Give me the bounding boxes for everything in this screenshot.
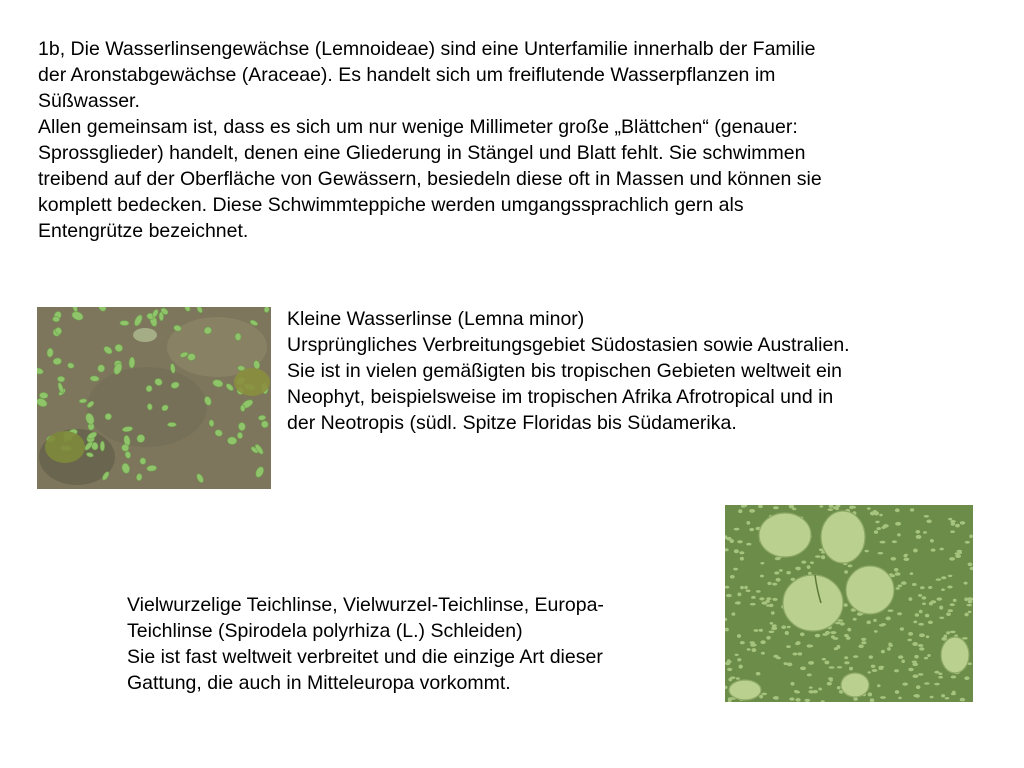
wolffia-dot [772,624,777,627]
wolffia-dot [926,635,930,638]
wolffia-dot [844,570,848,573]
wolffia-dot [787,626,791,628]
wolffia-dot [898,697,902,700]
wolffia-dot [919,610,923,614]
wolffia-dot [924,657,928,660]
wolffia-dot [865,550,869,553]
wolffia-dot [946,631,950,634]
wolffia-dot [912,583,917,586]
wolffia-dot [753,629,758,632]
wolffia-dot [937,597,943,600]
wolffia-dot [918,644,924,647]
wolffia-dot [928,586,932,589]
wolffia-dot [948,518,952,521]
wolffia-dot [851,506,856,509]
wolffia-dot [819,505,823,507]
wolffia-dot [759,629,763,632]
wolffia-dot [746,543,751,546]
wolffia-dot [915,695,919,697]
wolffia-dot [897,612,902,615]
wolffia-dot [759,695,763,699]
wolffia-dot [760,562,764,564]
wolffia-dot [877,527,881,530]
wolffia-dot [951,693,956,696]
wolffia-dot [874,530,878,534]
wolffia-dot [813,690,818,693]
wolffia-dot [934,683,939,686]
intro-line: Sprossglieder) handelt, denen eine Gliederung in Stängel und Blatt fehlt. Sie schwimmen [38,142,806,164]
lemna-line: Ursprüngliches Verbreitungsgebiet Südostasien sowie Australien. [287,334,850,356]
wolffia-dot [772,598,777,601]
wolffia-dot [948,609,954,612]
wolffia-dot [727,668,732,671]
wolffia-dot [771,611,775,614]
wolffia-dot [807,644,812,647]
wolffia-dot [749,509,755,513]
wolffia-dot [918,594,922,597]
wolffia-dot [866,620,871,624]
wolffia-dot [853,655,858,658]
wolffia-dot [918,673,924,676]
wolffia-dot [912,663,918,667]
wolffia-dot [927,654,931,657]
wolffia-dot [912,642,918,646]
wolffia-dot [940,548,944,551]
wolffia-dot [930,539,934,543]
wolffia-dot [968,563,973,567]
duckweed-frond [52,316,60,322]
wolffia-dot [888,609,894,612]
wolffia-dot [880,696,886,699]
wolffia-dot [840,622,845,626]
wolffia-dot [808,661,814,665]
wolffia-dot [877,684,881,687]
wolffia-dot [761,652,765,655]
wolffia-dot [786,571,791,574]
wolffia-dot [825,631,830,635]
wolffia-dot [913,621,917,624]
wolffia-dot [737,634,741,638]
wolffia-dot [773,506,779,509]
spirodela-line: Vielwurzelige Teichlinse, Vielwurzel-Teichlinse, Europa- [127,594,604,616]
wolffia-dot [760,575,764,578]
wolffia-dot [726,594,732,597]
wolffia-dot [950,631,956,634]
wolffia-dot [881,650,885,654]
wolffia-dot [875,521,879,524]
wolffia-dot [801,561,806,564]
intro-paragraph [38,36,822,244]
wolffia-dot [908,668,913,671]
intro-line: Allen gemeinsam ist, dass es sich um nur wenige Millimeter große „Blättchen“ (genauer: [38,116,798,138]
wolffia-dot [944,635,948,639]
wolffia-dot [792,653,797,656]
wolffia-dot [879,624,885,627]
wolffia-dot [960,698,965,702]
wolffia-dot [737,540,743,543]
lemna-minor-description [287,306,850,436]
wolffia-dot [776,578,781,582]
wolffia-dot [867,671,871,673]
spirodela-line: Gattung, die auch in Mitteleuropa vorkommt. [127,672,511,694]
wolffia-dot [947,586,952,589]
wolffia-dot [892,540,897,543]
spirodela-polyrhiza-description [127,592,604,696]
wolffia-dot [896,587,900,590]
wolffia-dot [930,696,934,699]
wolffia-dot [766,604,770,606]
wolffia-dot [849,667,853,671]
wolffia-dot [888,644,893,647]
duckweed-frond [90,376,99,382]
wolffia-dot [791,682,795,686]
duckweed-frond [57,376,65,382]
wolffia-dot [922,603,926,606]
wolffia-dot [914,655,918,659]
wolffia-dot [821,555,825,559]
wolffia-dot [948,575,953,577]
wolffia-dot [750,643,756,647]
wolffia-dot [800,667,806,671]
wolffia-dot [924,682,930,685]
wolffia-dot [822,658,826,661]
wolffia-dot [847,628,851,632]
wolffia-dot [734,528,740,531]
wolffia-dot [837,619,843,622]
wolffia-dot [969,535,973,539]
wolffia-dot [924,515,929,518]
wolffia-dot [773,696,778,699]
wolffia-dot [751,596,756,599]
wolffia-dot [916,685,921,689]
wolffia-dot [810,561,814,564]
wolffia-dot [804,699,810,702]
wolffia-dot [967,604,972,607]
wolffia-dot [950,603,955,606]
wolffia-dot [794,690,798,693]
wolffia-dot [915,613,919,617]
wolffia-dot [761,693,767,696]
wolffia-dot [941,588,945,591]
wolffia-dot [739,665,743,669]
wolffia-dot [752,648,757,652]
wolffia-dot [737,658,741,661]
spirodela-line: Teichlinse (Spirodela polyrhiza (L.) Schleiden) [127,620,523,642]
wolffia-dot [730,676,736,679]
wolffia-dot [886,617,891,621]
wolffia-dot [913,549,918,553]
wolffia-dot [831,635,835,638]
duckweed-frond [100,441,104,451]
wolffia-dot [930,600,936,603]
wolffia-dot [919,633,925,637]
wolffia-dot [909,597,913,601]
duckweed-frond [47,348,54,358]
wolffia-dot [895,690,899,694]
wolffia-dot [750,603,756,606]
wolffia-dot [903,554,907,557]
wolffia-dot [946,612,951,616]
wolffia-dot [740,557,744,561]
wolffia-dot [796,568,801,571]
wolffia-dot [725,662,730,665]
wolffia-dot [744,586,748,589]
wolffia-dot [767,582,771,585]
wolffia-dot [874,511,879,515]
intro-line: Süßwasser. [38,90,140,112]
wolffia-dot [749,528,754,531]
intro-line: der Aronstabgewächse (Araceae). Es handelt sich um freiflutende Wasserpflanzen im [38,64,776,86]
wolffia-dot [958,551,962,554]
wolffia-dot [965,613,969,617]
wolffia-dot [762,601,768,604]
wolffia-dot [830,631,836,634]
wolffia-dot [756,590,761,593]
wolffia-dot [766,597,771,600]
lemna-minor-illustration [37,307,271,489]
wolffia-dot [894,669,899,672]
wolffia-dot [871,665,876,668]
wolffia-dot [853,697,858,701]
wolffia-dot [846,636,850,639]
wolffia-dot [735,654,739,656]
wolffia-dot [736,677,740,680]
wolffia-dot [853,618,857,621]
wolffia-dot [740,641,745,644]
wolffia-dot [897,533,901,536]
wolffia-dot [949,557,955,561]
wolffia-dot [872,669,878,672]
wolffia-dot [734,549,739,553]
wolffia-dot [960,521,965,525]
wolffia-dot [874,630,878,633]
wolffia-dot [738,509,742,513]
wolffia-dot [861,638,866,641]
wolffia-dot [879,514,883,517]
wolffia-dot [789,697,794,700]
wolffia-dot [878,552,884,555]
wolffia-dot [844,656,848,659]
duckweed-frond [159,312,164,321]
wolffia-dot [861,641,866,644]
wolffia-dot [887,647,891,651]
wolffia-dot [732,612,736,615]
duckweed-frond [237,432,243,439]
intro-line: 1b, Die Wasserlinsengewächse (Lemnoideae) sind eine Unterfamilie innerhalb der Familie [38,38,816,60]
wolffia-dot [898,655,903,659]
wolffia-dot [939,617,944,619]
wolffia-dot [759,597,764,600]
wolffia-dot [934,671,939,674]
wolffia-dot [939,606,943,610]
wolffia-dot [907,639,912,642]
wolffia-dot [968,600,973,603]
wolffia-dot [739,551,744,554]
wolffia-dot [955,554,961,558]
wolffia-dot [746,521,750,525]
wolffia-dot [787,663,792,667]
wolffia-dot [848,565,853,568]
wolffia-dot [968,611,972,614]
spirodela-polyrhiza-illustration [725,505,973,702]
wolffia-dot [931,549,936,552]
wolffia-dot [908,632,913,636]
wolffia-dot [913,674,919,678]
wolffia-dot [769,631,775,634]
wolffia-dot [844,603,848,607]
wolffia-dot [920,586,925,589]
wolffia-dot [815,634,821,638]
lemna-line: Sie ist in vielen gemäßigten bis tropischen Gebieten weltweit ein [287,360,842,382]
wolffia-dot [837,645,841,649]
wolffia-dot [809,686,813,688]
wolffia-dot [858,645,863,649]
wolffia-dot [941,576,946,579]
wolffia-dot [873,619,877,622]
wolffia-dot [776,657,781,660]
wolffia-dot [736,601,741,604]
wolffia-dot [733,568,738,571]
wolffia-dot [955,524,960,528]
wolffia-dot [779,569,783,572]
wolffia-dot [837,666,842,668]
wolffia-dot [926,520,931,524]
duckweed-frond [120,321,129,326]
wolffia-dot [925,614,929,618]
wolffia-dot [798,652,802,655]
wolffia-dot [747,648,751,651]
wolffia-dot [807,674,812,677]
lemna-line: Neophyt, beispielsweise im tropischen Afrika Afrotropical und in [287,386,834,408]
wolffia-dot [919,647,924,650]
wolffia-dot [951,675,957,678]
duckweed-frond [240,405,245,412]
wolffia-dot [895,572,901,576]
intro-line: treibend auf der Oberfläche von Gewässern, besiedeln diese oft in Massen und können sie [38,168,822,190]
intro-line: komplett bedecken. Diese Schwimmteppiche werden umgangssprachlich gern als [38,194,744,216]
wolffia-dot [880,541,886,544]
wolffia-dot [938,676,943,679]
wolffia-dot [760,640,765,644]
wolffia-dot [962,637,968,640]
wolffia-dot [964,582,968,585]
wolffia-dot [895,508,900,512]
wolffia-dot [740,586,744,589]
wolffia-dot [796,698,801,702]
wolffia-dot [828,508,834,511]
wolffia-dot [869,655,873,658]
wolffia-dot [916,530,921,534]
lemna-minor-photo [37,307,271,489]
wolffia-dot [910,508,914,511]
wolffia-dot [829,679,833,682]
wolffia-dot [895,522,901,526]
duckweed-frond [167,422,176,426]
wolffia-dot [868,692,873,696]
duckweed-frond [98,365,105,373]
wolffia-dot [746,590,751,593]
duckweed-frond [235,333,241,341]
wolffia-dot [800,632,805,636]
wolffia-dot [891,557,897,561]
lemna-line: der Neotropis (südl. Spitze Floridas bis Südamerika. [287,412,737,434]
wolffia-dot [904,558,910,561]
wolffia-dot [837,686,841,689]
wolffia-dot [786,645,791,648]
wolffia-dot [824,661,829,665]
wolffia-dot [928,621,933,624]
wolffia-dot [894,568,898,572]
wolffia-dot [756,672,761,676]
wolffia-dot [941,694,945,697]
wolffia-dot [796,641,801,645]
wolffia-dot [936,578,942,580]
spirodela-line: Sie ist fast weltweit verbreitet und die einzige Art dieser [127,646,603,668]
wolffia-dot [807,565,811,569]
wolffia-dot [774,571,779,574]
wolffia-dot [737,593,741,597]
lemna-line: Kleine Wasserlinse (Lemna minor) [287,308,585,330]
duckweed-frond [39,392,48,399]
wolffia-dot [945,697,950,699]
wolffia-dot [818,688,822,691]
wolffia-dot [953,599,957,602]
wolffia-dot [964,676,969,680]
wolffia-dot [916,535,922,539]
wolffia-dot [965,541,970,544]
wolffia-dot [827,682,832,686]
duckweed-frond [227,437,237,445]
wolffia-dot [781,625,786,629]
wolffia-dot [950,520,956,523]
wolffia-dot [900,627,904,631]
wolffia-dot [784,662,788,665]
wolffia-dot [910,572,914,575]
wolffia-dot [815,555,821,558]
wolffia-dot [898,585,903,588]
wolffia-dot [964,597,968,601]
wolffia-dot [730,575,735,579]
wolffia-dot [829,666,835,668]
wolffia-dot [918,623,924,626]
wolffia-dot [883,524,889,528]
wolffia-dot [922,596,927,599]
wolffia-dot [923,531,927,534]
wolffia-dot [766,636,770,640]
spirodela-polyrhiza-photo [725,505,973,702]
wolffia-dot [902,683,908,686]
wolffia-dot [901,660,905,664]
wolffia-dot [901,581,907,585]
wolffia-dot [844,661,849,664]
intro-line: Entengrütze bezeichnet. [38,220,249,242]
wolffia-dot [867,507,871,510]
wolffia-dot [785,631,789,635]
duckweed-frond [129,357,135,368]
wolffia-dot [770,622,774,625]
wolffia-dot [950,530,955,533]
wolffia-dot [730,539,734,543]
wolffia-dot [772,583,777,586]
wolffia-dot [878,666,884,669]
